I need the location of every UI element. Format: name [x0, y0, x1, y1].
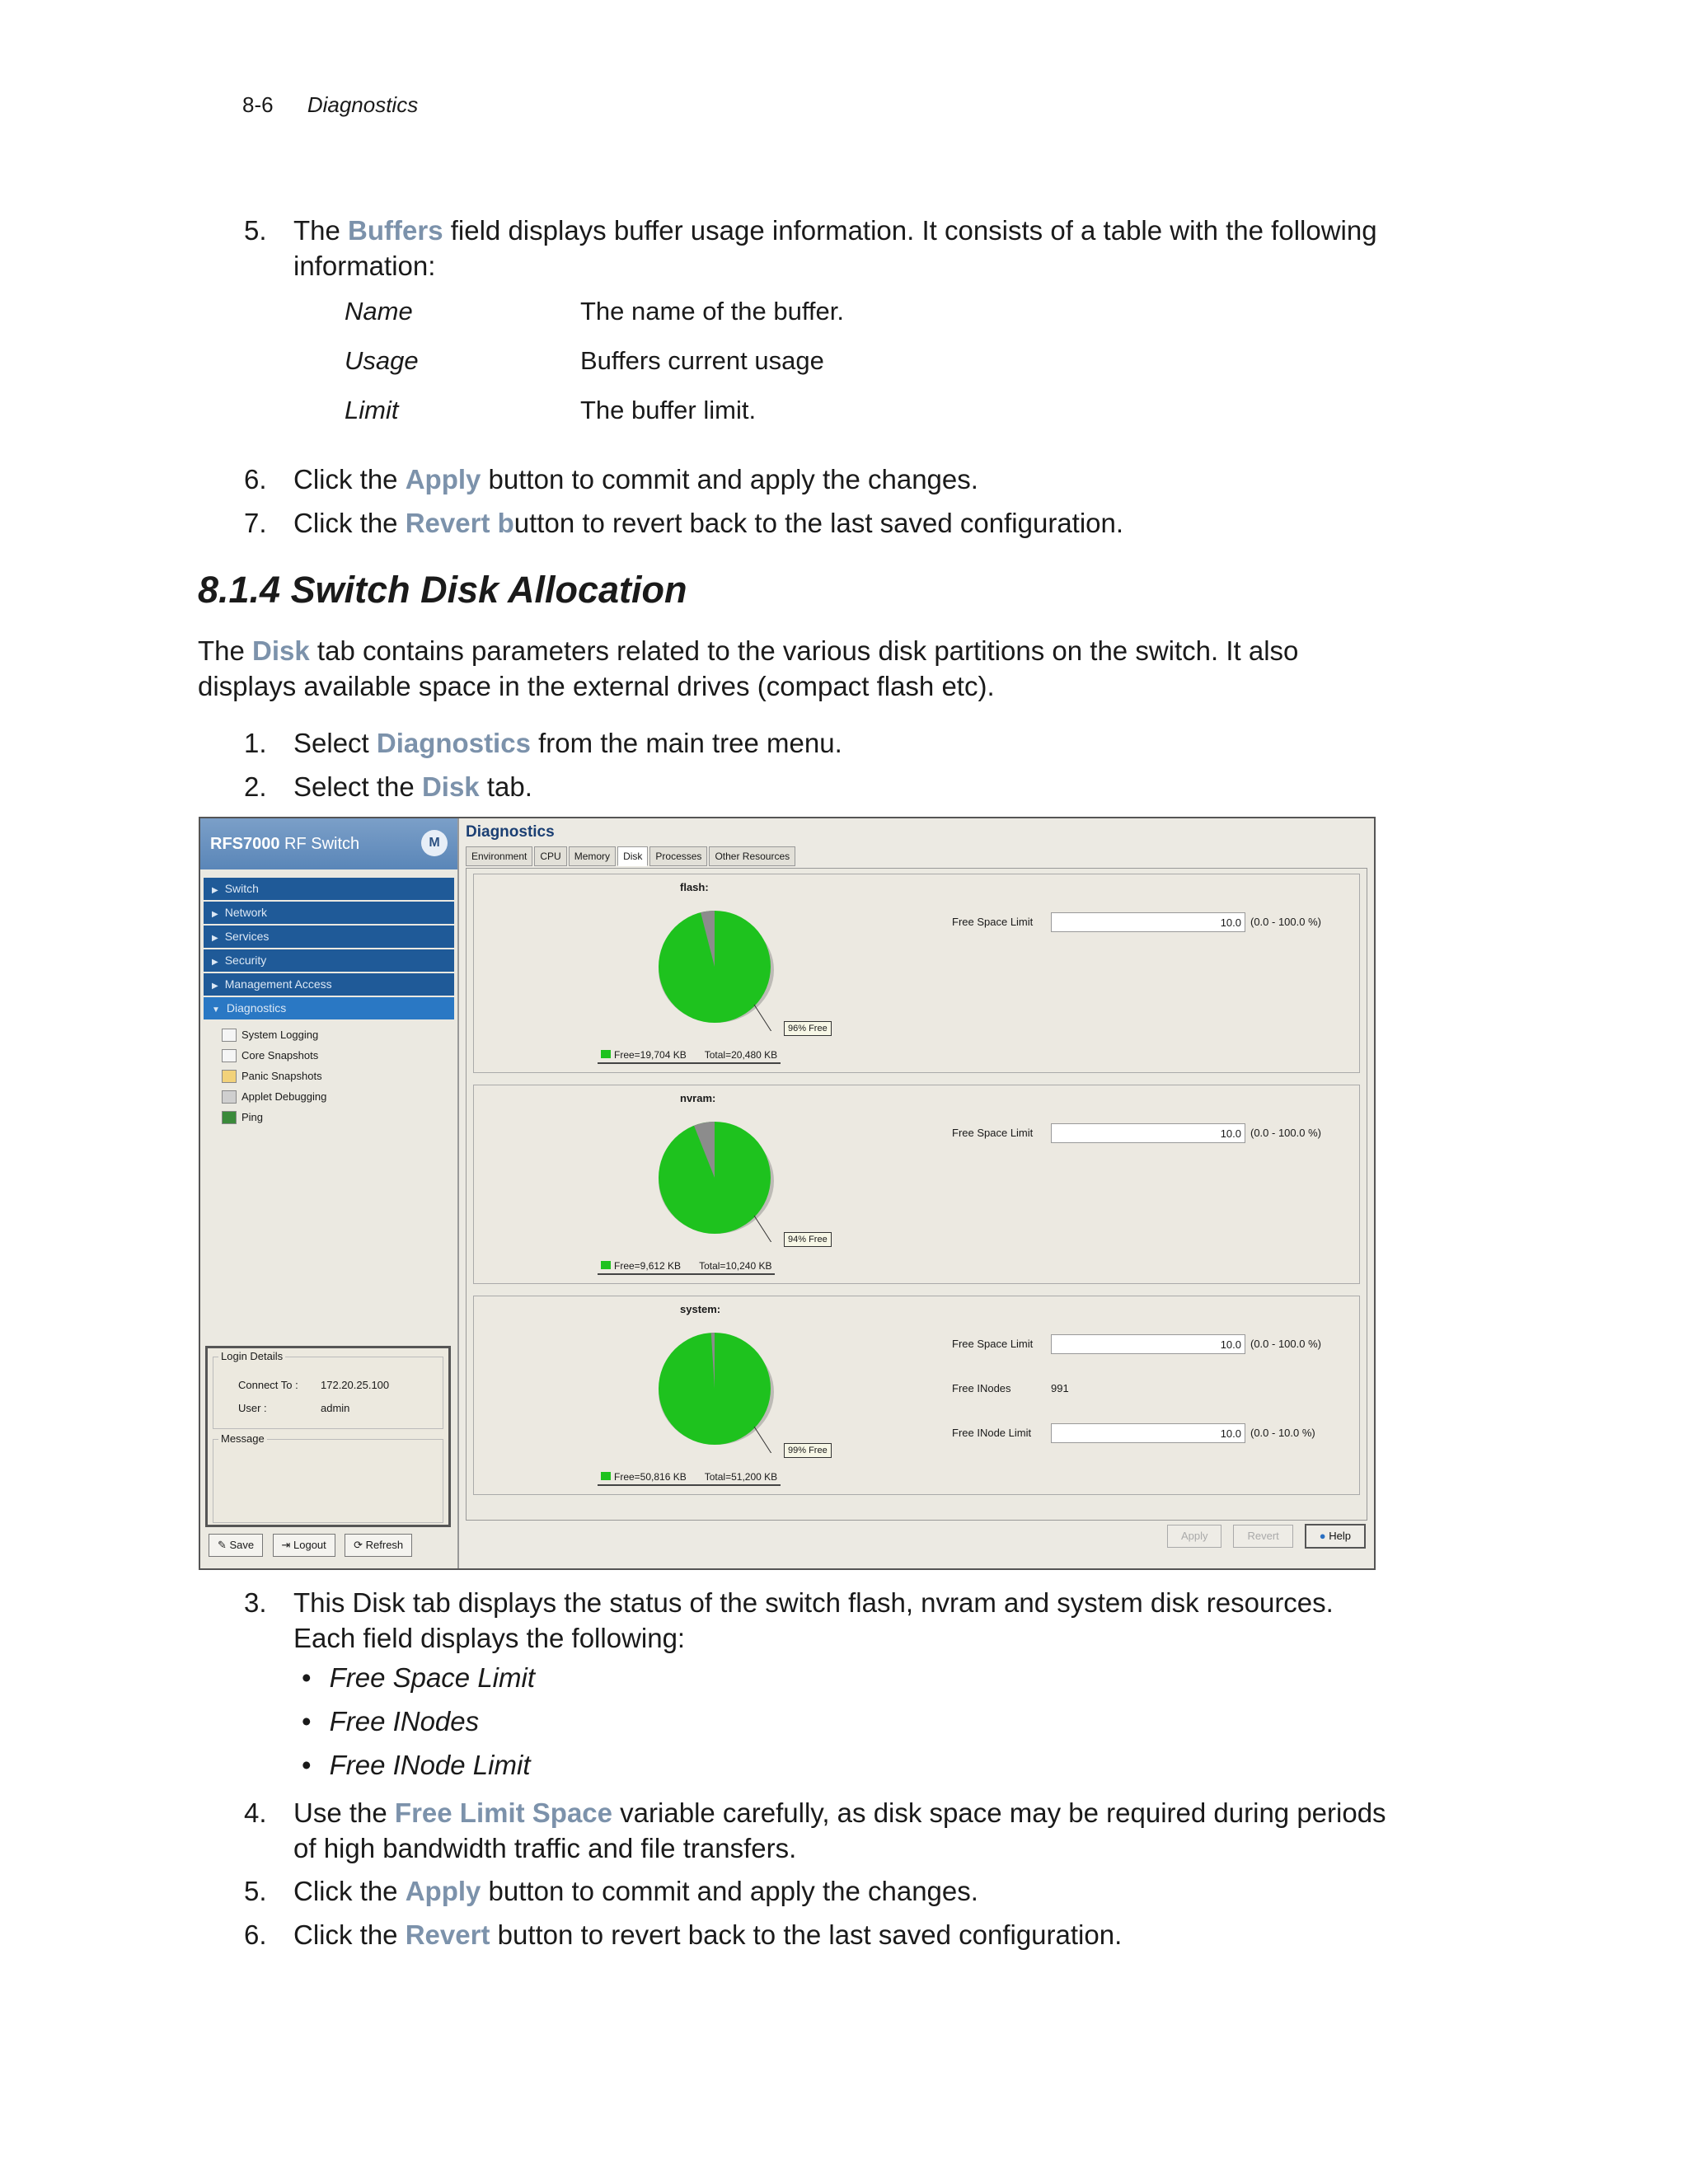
bullet-item: • Free Space Limit: [302, 1662, 535, 1693]
step-3-disk-tab-status: [244, 1585, 1398, 1656]
legend-swatch: [601, 1050, 611, 1058]
free-space-limit-input[interactable]: 10.0: [1051, 1123, 1245, 1143]
login-details-group: [213, 1350, 443, 1429]
tab-cpu[interactable]: CPU: [534, 846, 566, 866]
tools-icon: [222, 1090, 237, 1104]
callout-line: [754, 1216, 784, 1242]
callout-line: [754, 1427, 784, 1453]
free-inodes-value: 991: [1051, 1382, 1069, 1394]
free-percent-callout: 96% Free: [784, 1021, 832, 1036]
step-text: Select Diagnostics from the main tree menu.: [293, 728, 842, 758]
ping-icon: [222, 1111, 237, 1124]
caret-down-icon: ▼: [212, 1005, 220, 1015]
login-details-box: [205, 1346, 451, 1527]
refresh-icon: ⟳: [354, 1539, 366, 1551]
free-space-limit-input[interactable]: 10.0: [1051, 912, 1245, 932]
diagnostics-subtree: [213, 1024, 326, 1127]
step-6-apply: [244, 462, 1398, 497]
disk-usage-pie: [657, 907, 789, 1031]
free-inode-limit-input[interactable]: 10.0: [1051, 1423, 1245, 1443]
diagnostics-tabs: [466, 846, 797, 866]
refresh-button[interactable]: ⟳ Refresh: [345, 1534, 412, 1557]
logout-button[interactable]: ⇥ Logout: [273, 1534, 335, 1557]
step-7-revert: [244, 505, 1398, 541]
nav-item-services[interactable]: ▶ Services: [204, 926, 454, 948]
step-number: 6.: [244, 1919, 267, 1950]
partition-name: nvram:: [680, 1092, 716, 1104]
definition-row: [345, 396, 1086, 429]
caret-right-icon: ▶: [212, 886, 218, 895]
step-4-free-limit-space: [244, 1795, 1398, 1866]
free-space-limit-field: Free Space Limit 10.0 (0.0 - 100.0 %): [952, 1334, 1321, 1354]
tab-other-resources[interactable]: Other Resources: [709, 846, 795, 866]
running-header: [242, 92, 418, 118]
step-number: 7.: [244, 508, 267, 538]
snapshot-icon: [222, 1049, 237, 1062]
tree-item-core-snapshots[interactable]: Core Snapshots: [213, 1045, 326, 1066]
help-icon: ●: [1319, 1530, 1329, 1542]
nav-item-diagnostics[interactable]: ▼ Diagnostics: [204, 997, 454, 1019]
brand-suffix: RF Switch: [279, 835, 360, 853]
chapter-title: Diagnostics: [307, 92, 419, 117]
partition-name: system:: [680, 1303, 721, 1315]
step-text: Select the Disk tab.: [293, 771, 532, 802]
step-6-revert: [244, 1917, 1398, 1952]
free-space-limit-field: Free Space Limit 10.0 (0.0 - 100.0 %): [952, 1123, 1321, 1143]
partition-name: flash:: [680, 881, 709, 893]
definition-term: Usage: [345, 346, 419, 375]
tab-environment[interactable]: Environment: [466, 846, 532, 866]
free-percent-callout: 94% Free: [784, 1232, 832, 1247]
log-icon: [222, 1029, 237, 1042]
legend-swatch: [601, 1472, 611, 1480]
group-label: Message: [218, 1432, 267, 1445]
section-heading: 8.1.4 Switch Disk Allocation: [198, 569, 687, 611]
disk-panel-nvram: [473, 1085, 1360, 1284]
tab-memory[interactable]: Memory: [569, 846, 616, 866]
step-text: Click the Revert button to revert back to the last saved configuration.: [293, 508, 1124, 538]
brand-bar: [200, 818, 457, 869]
keyword: Diagnostics: [376, 728, 531, 758]
step-number: 6.: [244, 464, 267, 494]
tree-item-ping[interactable]: Ping: [213, 1107, 326, 1127]
nav-item-network[interactable]: ▶ Network: [204, 902, 454, 924]
disk-tab-screenshot: [199, 817, 1376, 1570]
disk-panel-system: [473, 1296, 1360, 1495]
step-number: 5.: [244, 215, 267, 246]
motorola-logo-icon: M: [421, 830, 448, 856]
tree-item-panic-snapshots[interactable]: Panic Snapshots: [213, 1066, 326, 1086]
help-button[interactable]: ● Help: [1305, 1524, 1366, 1549]
nav-item-switch[interactable]: ▶ Switch: [204, 878, 454, 900]
step-text: This Disk tab displays the status of the switch flash, nvram and system disk resources. Each field displays the following:: [293, 1587, 1334, 1653]
sidebar-buttons: [209, 1534, 419, 1557]
revert-button[interactable]: Revert: [1233, 1525, 1292, 1548]
callout-line: [754, 1005, 784, 1031]
keyword: Free Limit Space: [394, 1797, 613, 1828]
legend-swatch: [601, 1261, 611, 1269]
step-2-select-disk: [244, 769, 1398, 804]
step-text: Click the Apply button to commit and apply the changes.: [293, 1876, 978, 1906]
step-text: Use the Free Limit Space variable carefully, as disk space may be required during periods of high bandwidth traffic and file transfers.: [293, 1797, 1386, 1863]
definition-desc: The buffer limit.: [580, 396, 757, 424]
keyword: Revert b: [405, 508, 514, 538]
brand-name: RFS: [210, 835, 243, 853]
form-buttons: [1156, 1524, 1366, 1549]
step-number: 4.: [244, 1797, 267, 1828]
keyword: Revert: [405, 1919, 490, 1950]
disk-panels: [466, 868, 1367, 1521]
section-intro: The Disk tab contains parameters related to the various disk partitions on the switch. It also displays available space in the external drives (compact flash etc).: [198, 635, 1299, 701]
definition-desc: The name of the buffer.: [580, 297, 844, 326]
group-label: Login Details: [218, 1350, 285, 1362]
disk-usage-pie: [657, 1118, 789, 1242]
bullet-item: • Free INodes: [302, 1706, 480, 1736]
free-space-limit-field: Free Space Limit 10.0 (0.0 - 100.0 %): [952, 912, 1321, 932]
pane-title: Diagnostics: [466, 823, 555, 841]
keyword: Disk: [252, 635, 310, 666]
keyword: Apply: [405, 464, 481, 494]
definition-row: [345, 346, 1086, 379]
sidebar: [200, 818, 459, 1568]
definition-row: [345, 297, 1086, 330]
nav-item-management-access[interactable]: ▶ Management Access: [204, 973, 454, 996]
logout-icon: ⇥: [281, 1539, 294, 1551]
step-text: The Buffers field displays buffer usage information. It consists of a table with the following information:: [293, 215, 1377, 281]
message-group: [213, 1432, 443, 1523]
bullet-item: • Free INode Limit: [302, 1750, 531, 1780]
keyword: Apply: [405, 1876, 481, 1906]
definition-desc: Buffers current usage: [580, 346, 824, 375]
disk-legend: Free=9,612 KB Total=10,240 KB: [598, 1258, 775, 1275]
step-number: 3.: [244, 1587, 267, 1618]
user-row: User : admin: [238, 1402, 350, 1414]
main-pane: [461, 818, 1374, 1568]
disk-usage-pie: [657, 1329, 789, 1453]
step-text: Click the Apply button to commit and apply the changes.: [293, 464, 978, 494]
tab-disk[interactable]: Disk: [617, 846, 648, 866]
apply-button[interactable]: Apply: [1167, 1525, 1222, 1548]
disk-legend: Free=19,704 KB Total=20,480 KB: [598, 1047, 781, 1064]
free-space-limit-input[interactable]: 10.0: [1051, 1334, 1245, 1354]
keyword: Disk: [421, 771, 480, 802]
definition-term: Name: [345, 297, 413, 326]
connect-to-row: Connect To : 172.20.25.100: [238, 1379, 390, 1391]
definition-term: Limit: [345, 396, 399, 424]
save-button[interactable]: ✎ Save: [209, 1534, 263, 1557]
warning-icon: [222, 1070, 237, 1083]
step-1-select-diagnostics: [244, 725, 1398, 761]
brand-model: 7000: [243, 835, 280, 853]
tree-item-system-logging[interactable]: System Logging: [213, 1024, 326, 1045]
page-number: 8-6: [242, 92, 274, 117]
caret-right-icon: ▶: [212, 910, 218, 919]
free-inode-limit-field: Free INode Limit 10.0 (0.0 - 10.0 %): [952, 1423, 1315, 1443]
step-number: 1.: [244, 728, 267, 758]
nav-item-security[interactable]: ▶ Security: [204, 949, 454, 972]
free-percent-callout: 99% Free: [784, 1443, 832, 1458]
save-icon: ✎: [218, 1539, 230, 1551]
step-text: Click the Revert button to revert back to the last saved configuration.: [293, 1919, 1123, 1950]
caret-right-icon: ▶: [212, 958, 218, 967]
step-5-apply: [244, 1873, 1398, 1909]
disk-legend: Free=50,816 KB Total=51,200 KB: [598, 1469, 781, 1486]
step-number: 5.: [244, 1876, 267, 1906]
main-tree-menu: [204, 878, 454, 1021]
caret-right-icon: ▶: [212, 934, 218, 943]
disk-panel-flash: [473, 874, 1360, 1073]
step-number: 2.: [244, 771, 267, 802]
caret-right-icon: ▶: [212, 982, 218, 991]
free-inodes-field: Free INodes 991: [952, 1382, 1069, 1394]
keyword: Buffers: [348, 215, 443, 246]
tab-processes[interactable]: Processes: [649, 846, 707, 866]
tree-item-applet-debugging[interactable]: Applet Debugging: [213, 1086, 326, 1107]
step-5-buffers: [244, 213, 1398, 284]
